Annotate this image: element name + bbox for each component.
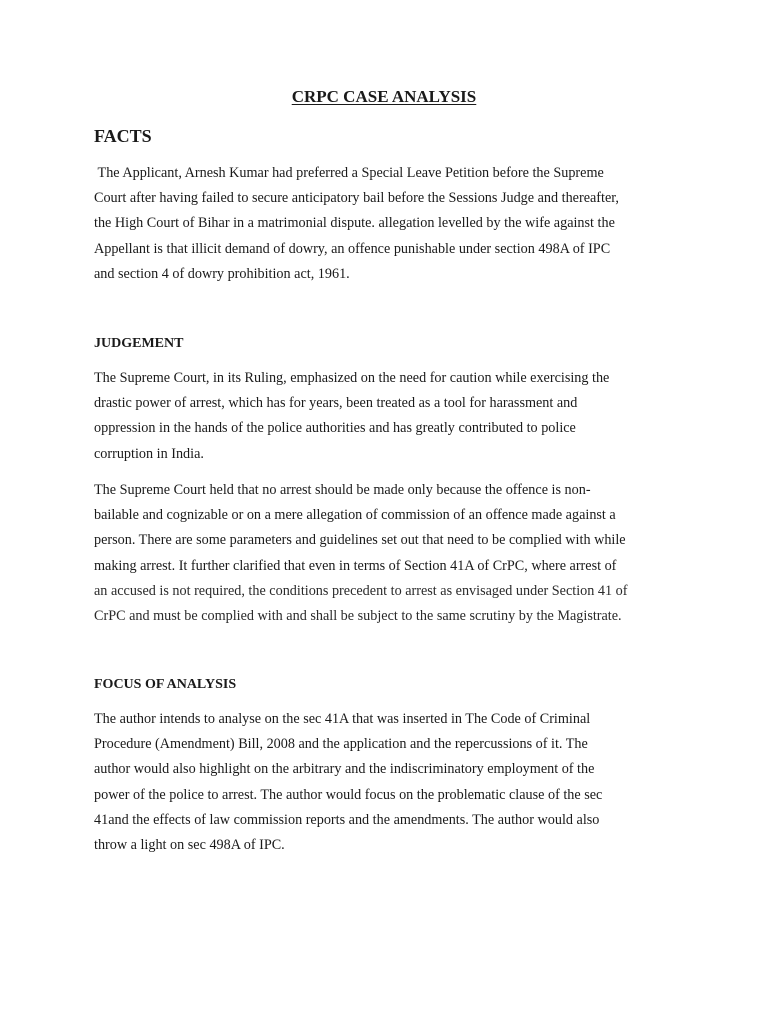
judgement-line: The Supreme Court held that no arrest should be made only because the offence is non- [94, 482, 591, 498]
judgement-line: CrPC and must be complied with and shall be subject to the same scrutiny by the Magistrate. [94, 608, 622, 625]
judgement-line: making arrest. It further clarified that even in terms of Section 41A of CrPC, where arrest of [94, 557, 617, 574]
facts-line: The Applicant, Arnesh Kumar had preferred a Special Leave Petition before the Supreme [97, 165, 604, 181]
document-title: CRPC CASE ANALYSIS [291, 87, 477, 106]
facts-heading: FACTS [94, 126, 152, 146]
focus-heading: FOCUS OF ANALYSIS [94, 677, 237, 692]
facts-paragraph [94, 161, 674, 287]
facts-line: Appellant is that illicit demand of dowry, an offence punishable under section 498A of IPC [94, 240, 611, 257]
facts-line: the High Court of Bihar in a matrimonial dispute. allegation levelled by the wife against the [94, 215, 615, 232]
focus-line: throw a light on sec 498A of IPC. [94, 837, 285, 854]
facts-line: and section 4 of dowry prohibition act, 1961. [94, 265, 350, 282]
judgement-line: an accused is not required, the conditions precedent to arrest as envisaged under Section 41 of [94, 582, 628, 599]
focus-line: power of the police to arrest. The author would focus on the problematic clause of the sec [94, 786, 603, 803]
judgement-line: bailable and cognizable or on a mere allegation of commission of an offence made against a [94, 507, 616, 524]
focus-paragraph [94, 707, 674, 858]
judgement-heading: JUDGEMENT [94, 336, 184, 351]
judgement-line: person. There are some parameters and guidelines set out that need to be complied with while [94, 532, 626, 549]
facts-line: Court after having failed to secure anticipatory bail before the Sessions Judge and thereafter, [94, 190, 619, 207]
judgement-paragraph-2 [94, 478, 674, 629]
judgement-line: corruption in India. [94, 445, 204, 462]
focus-line: Procedure (Amendment) Bill, 2008 and the application and the repercussions of it. The [94, 736, 588, 753]
judgement-line: The Supreme Court, in its Ruling, emphasized on the need for caution while exercising the [94, 370, 610, 386]
judgement-line: drastic power of arrest, which has for years, been treated as a tool for harassment and [94, 395, 578, 412]
judgement-line: oppression in the hands of the police authorities and has greatly contributed to police [94, 420, 576, 437]
focus-line: The author intends to analyse on the sec 41A that was inserted in The Code of Criminal [94, 711, 591, 727]
focus-line: author would also highlight on the arbitrary and the indiscriminatory employment of the [94, 761, 595, 778]
focus-line: 41and the effects of law commission reports and the amendments. The author would also [94, 811, 600, 828]
judgement-paragraph-1 [94, 366, 674, 467]
